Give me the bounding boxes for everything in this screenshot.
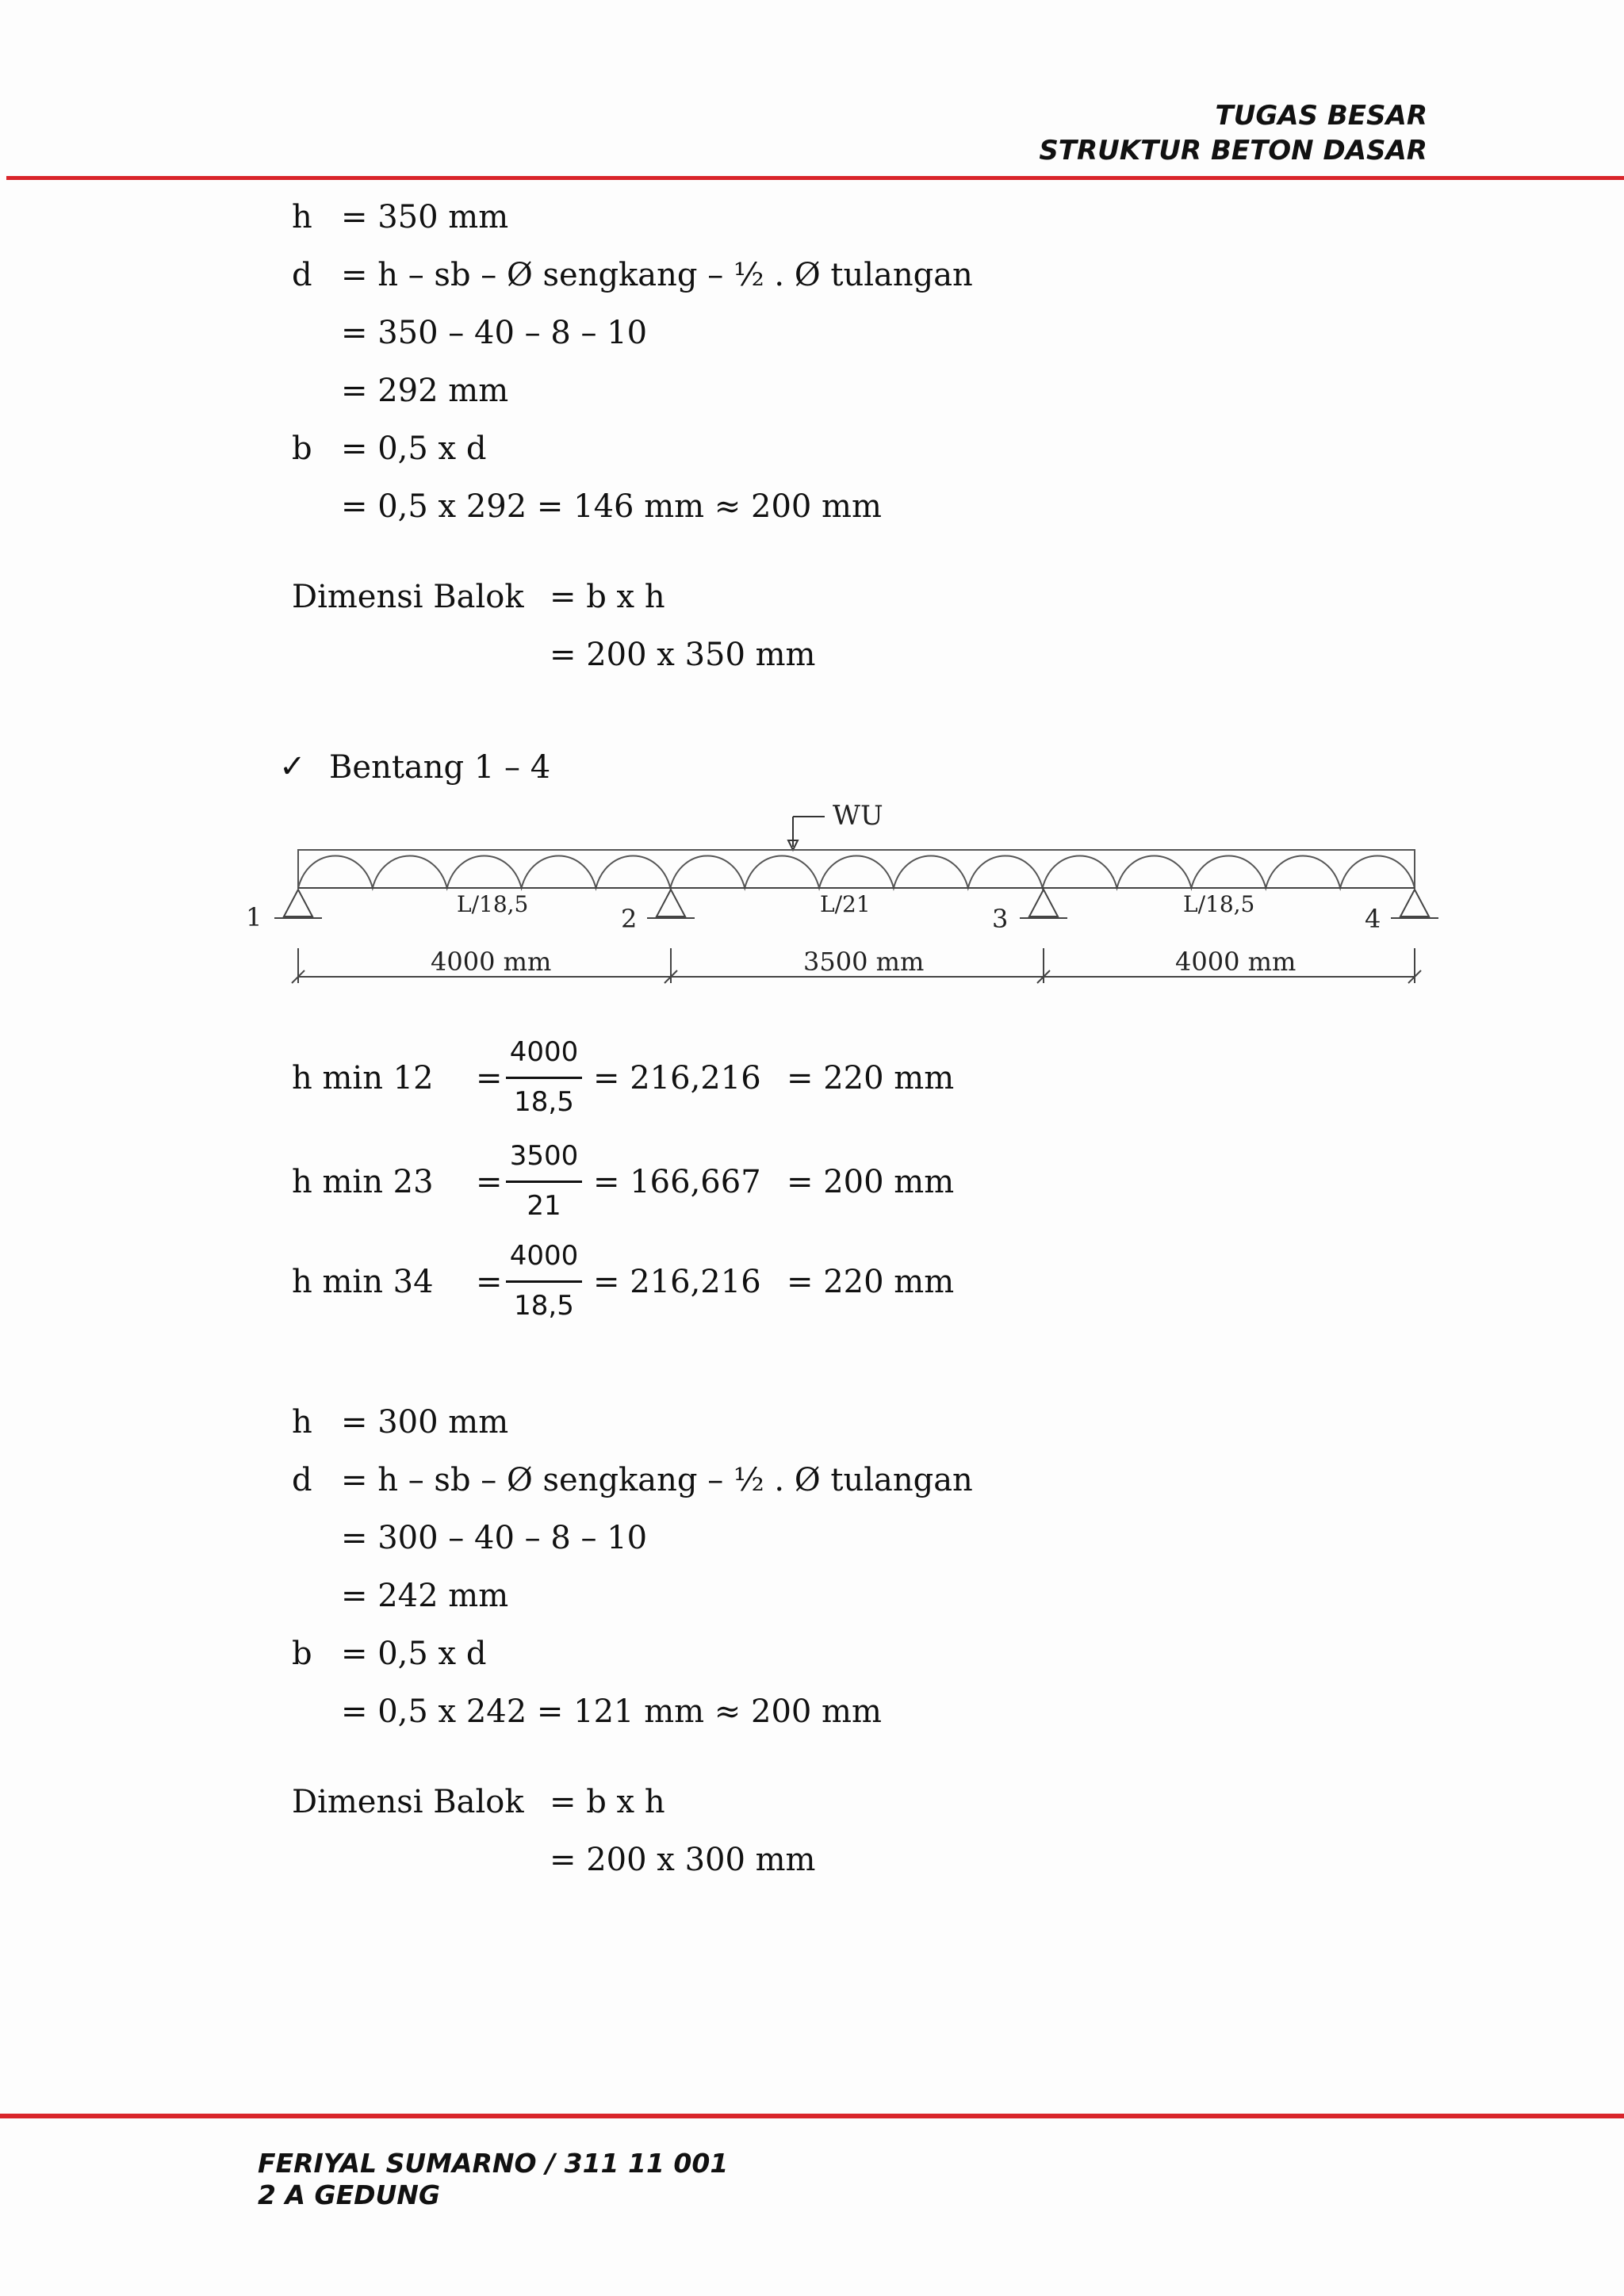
d-substitution: = 350 – 40 – 8 – 10	[341, 315, 648, 351]
fraction-numerator: 4000	[509, 1240, 579, 1272]
d-formula: = h – sb – Ø sengkang – ½ . Ø tulangan	[341, 257, 973, 293]
fraction-numerator: 4000	[509, 1036, 579, 1068]
hmin-result: = 216,216	[593, 1264, 761, 1300]
hmin-rounded: = 220 mm	[787, 1264, 955, 1300]
footer-class: 2 A GEDUNG	[258, 2179, 441, 2210]
beam-diagram	[0, 785, 1624, 991]
support-2-icon	[647, 890, 695, 918]
hmin-rounded: = 200 mm	[787, 1164, 955, 1200]
hmin-label: h min 23	[292, 1164, 434, 1200]
hmin-fraction	[506, 1240, 582, 1322]
span-length-1: 4000 mm	[431, 947, 552, 977]
support-label-2: 2	[621, 904, 638, 934]
var-b: b	[292, 430, 312, 467]
footer-author: FERIYAL SUMARNO / 311 11 001	[258, 2148, 729, 2179]
fraction-denominator: 18,5	[514, 1290, 574, 1322]
footer-rule	[0, 2114, 1624, 2118]
support-label-1: 1	[246, 902, 262, 932]
fraction-denominator: 21	[527, 1190, 561, 1222]
header-subtitle: STRUKTUR BETON DASAR	[1039, 135, 1427, 166]
support-1-icon	[274, 890, 322, 918]
dimension-formula: = b x h	[550, 579, 665, 615]
dimension-value: = 200 x 300 mm	[550, 1842, 816, 1878]
b-formula: = 0,5 x d	[341, 1636, 487, 1672]
span-ratio-1: L/18,5	[457, 891, 529, 917]
b-formula: = 0,5 x d	[341, 430, 487, 467]
checkmark-icon: ✓	[279, 748, 306, 785]
b-value: = 0,5 x 292 = 146 mm ≈ 200 mm	[341, 488, 882, 525]
d-value: = 242 mm	[341, 1578, 509, 1614]
span-ratio-3: L/18,5	[1183, 891, 1255, 917]
var-d: d	[292, 257, 312, 293]
support-4-icon	[1391, 890, 1438, 918]
span-length-2: 3500 mm	[803, 947, 925, 977]
var-h: h	[292, 199, 312, 235]
dimension-label: Dimensi Balok	[292, 579, 524, 615]
var-h: h	[292, 1404, 312, 1441]
h-value: = 300 mm	[341, 1404, 509, 1441]
load-wave	[298, 856, 1415, 889]
span-ratio-2: L/21	[820, 891, 871, 917]
bentang-title: Bentang 1 – 4	[329, 749, 551, 786]
hmin-fraction	[506, 1140, 582, 1222]
fraction-numerator: 3500	[509, 1140, 579, 1172]
h-value: = 350 mm	[341, 199, 509, 235]
hmin-result: = 216,216	[593, 1060, 761, 1096]
dimension-formula: = b x h	[550, 1784, 665, 1820]
hmin-eq: =	[476, 1164, 503, 1200]
hmin-eq: =	[476, 1264, 503, 1300]
dimension-value: = 200 x 350 mm	[550, 637, 816, 673]
var-b: b	[292, 1636, 312, 1672]
support-label-3: 3	[992, 904, 1009, 934]
var-d: d	[292, 1462, 312, 1498]
dimension-label: Dimensi Balok	[292, 1784, 524, 1820]
hmin-result: = 166,667	[593, 1164, 761, 1200]
support-label-4: 4	[1365, 904, 1381, 934]
load-label: WU	[833, 800, 883, 832]
b-value: = 0,5 x 242 = 121 mm ≈ 200 mm	[341, 1693, 882, 1730]
header-rule	[6, 176, 1624, 180]
fraction-denominator: 18,5	[514, 1086, 574, 1118]
hmin-eq: =	[476, 1060, 503, 1096]
support-3-icon	[1020, 890, 1067, 918]
hmin-label: h min 34	[292, 1264, 434, 1300]
d-formula: = h – sb – Ø sengkang – ½ . Ø tulangan	[341, 1462, 973, 1498]
header-title: TUGAS BESAR	[1215, 100, 1427, 132]
span-length-3: 4000 mm	[1175, 947, 1297, 977]
d-substitution: = 300 – 40 – 8 – 10	[341, 1520, 648, 1556]
hmin-rounded: = 220 mm	[787, 1060, 955, 1096]
hmin-fraction	[506, 1036, 582, 1118]
hmin-label: h min 12	[292, 1060, 434, 1096]
d-value: = 292 mm	[341, 373, 509, 409]
